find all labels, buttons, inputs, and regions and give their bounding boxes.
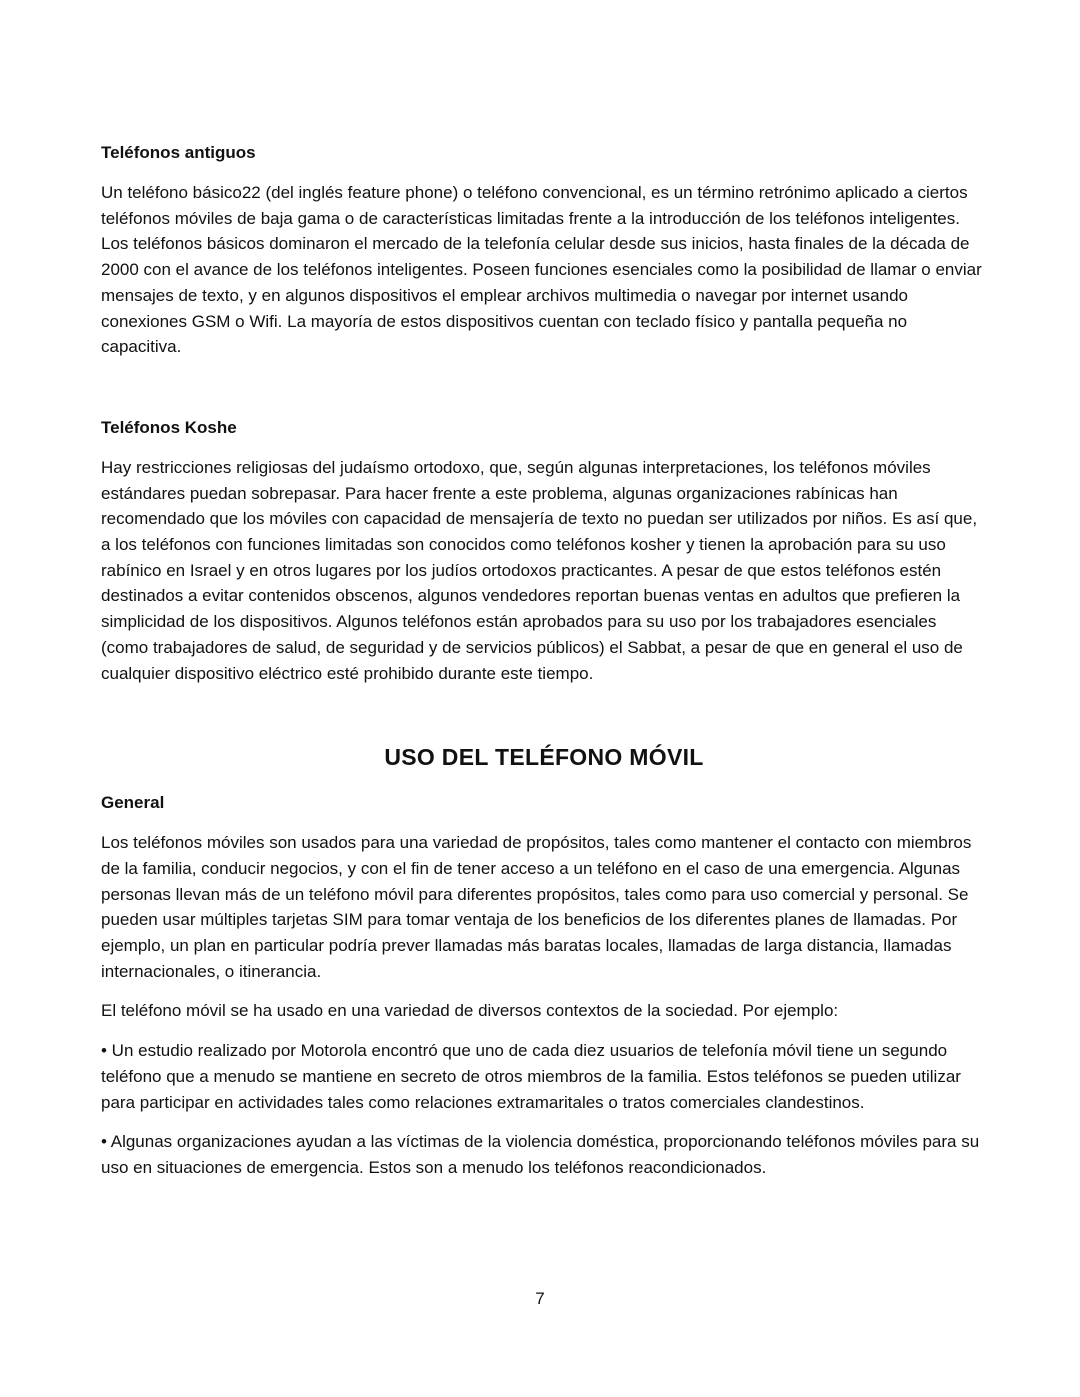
bullet-item-motorola: • Un estudio realizado por Motorola encontró que uno de cada diez usuarios de telefonía móvil tiene un segundo teléfono que a menudo se mantiene en secreto de otros miembros de la familia. Estos teléfonos se pueden utilizar para participar en actividades tales como relaciones extramaritales o tratos comerciales clandestinos.: [101, 1041, 961, 1112]
paragraph-telefonos-antiguos: Un teléfono básico22 (del inglés feature phone) o teléfono convencional, es un término retrónimo aplicado a ciertos teléfonos móviles de baja gama o de características limitadas frente a la introducción de los teléfonos inteligentes. Los teléfonos básicos dominaron el mercado de la telefonía celular desde sus inicios, hasta finales de la década de 2000 con el avance de los teléfonos inteligentes. Poseen funciones esenciales como la posibilidad de llamar o enviar mensajes de texto, y en algunos dispositivos el emplear archivos multimedia o navegar por internet usando conexiones GSM o Wifi. La mayoría de estos dispositivos cuentan con teclado físico y pantalla pequeña no capacitiva.: [101, 183, 982, 357]
page-content: [101, 140, 987, 1181]
paragraph-general-2: El teléfono móvil se ha usado en una variedad de diversos contextos de la sociedad. Por ejemplo:: [101, 1001, 839, 1021]
heading-telefonos-antiguos: Teléfonos antiguos: [101, 143, 256, 162]
paragraph-general-1: Los teléfonos móviles son usados para una variedad de propósitos, tales como mantener el contacto con miembros de la familia, conducir negocios, y con el fin de tener acceso a un teléfono en el caso de una emergencia. Algunas personas llevan más de un teléfono móvil para diferentes propósitos, tales como para uso comercial y personal. Se pueden usar múltiples tarjetas SIM para tomar ventaja de los beneficios de los diferentes planes de llamadas. Por ejemplo, un plan en particular podría prever llamadas más baratas locales, llamadas de larga distancia, llamadas internacionales, o itinerancia.: [101, 833, 972, 981]
page-number: 7: [535, 1289, 545, 1308]
bullet-item-violencia: • Algunas organizaciones ayudan a las víctimas de la violencia doméstica, proporcionando teléfonos móviles para su uso en situaciones de emergencia. Estos son a menudo los teléfonos reacondicionados.: [101, 1132, 980, 1177]
chapter-title: USO DEL TELÉFONO MÓVIL: [384, 744, 704, 771]
heading-telefonos-koshe: Teléfonos Koshe: [101, 417, 237, 437]
spacer: [101, 360, 987, 415]
paragraph-telefonos-koshe: Hay restricciones religiosas del judaísmo ortodoxo, que, según algunas interpretaciones, los teléfonos móviles estándares puedan sobrepasar. Para hacer frente a este problema, algunas organizaciones rabínicas han recomendado que los móviles con capacidad de mensajería de texto no puedan ser utilizados por niños. Es así que, a los teléfonos con funciones limitadas son conocidos como teléfonos kosher y tienen la aprobación para su uso rabínico en Israel y en otros lugares por los judíos ortodoxos practicantes. A pesar de que estos teléfonos estén destinados a evitar contenidos obscenos, algunos vendedores reportan buenas ventas en adultos que prefieren la simplicidad de los dispositivos. Algunos teléfonos están aprobados para su uso por los trabajadores esenciales (como trabajadores de salud, de seguridad y de servicios públicos) el Sabbat, a pesar de que en general el uso de cualquier dispositivo eléctrico esté prohibido durante este tiempo.: [101, 457, 978, 683]
heading-general: General: [101, 793, 165, 813]
